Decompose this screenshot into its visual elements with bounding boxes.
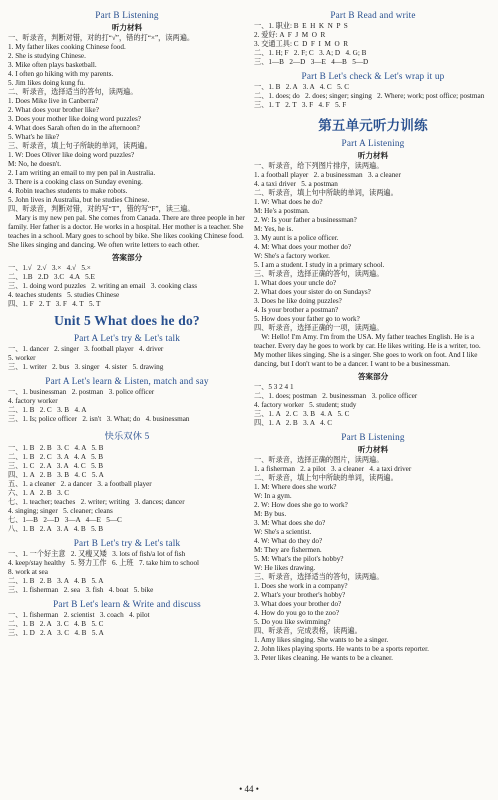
text-line: 5. worker — [8, 354, 36, 362]
section-heading: Part B Listening — [341, 432, 405, 442]
text-line: 3. My aunt is a police officer. — [254, 234, 339, 242]
section-heading: Part A Let's learn & Listen, match and say — [45, 376, 209, 386]
text-line: W: He likes drawing. — [254, 564, 316, 572]
text-line: 1. What does your uncle do? — [254, 279, 337, 287]
text-line: 2. I am writing an email to my pen pal in Australia. — [8, 169, 156, 177]
text-line: 二、听录音，填上句中所缺的单词，读两遍。 — [254, 474, 398, 482]
text-line: 七、1. teacher; teaches 2. writer; writing 3. dances; dancer — [8, 498, 185, 506]
text-line: 1. a fisherman 2. a pilot 3. a cleaner 4. a taxi driver — [254, 465, 412, 473]
text-line: 8. work at sea — [8, 568, 48, 576]
text-line: 五、1. a cleaner 2. a dancer 3. a football player — [8, 480, 152, 488]
text-line: W: She's a factory worker. — [254, 252, 330, 260]
text-line: M: No, he doesn't. — [8, 160, 62, 168]
text-line: 四、听录音，选择正确的一项，读两遍。 — [254, 324, 384, 332]
text-line: 一、1. dancer 2. singer 3. football player 4. driver — [8, 345, 164, 353]
text-line: 5. John lives in Australia, but he studies Chinese. — [8, 196, 150, 204]
text-line: 八、1. B 2. A 3. A 4. B 5. B — [8, 525, 104, 533]
section-heading: Part B Let's check & Let's wrap it up — [301, 71, 445, 81]
text-line: 4. M: What does your mother do? — [254, 243, 352, 251]
text-line: M: They are fishermen. — [254, 546, 322, 554]
text-line: 一、听录音，给下列图片排序，读两遍。 — [254, 162, 384, 170]
section-heading: Part B Let's try & Let's talk — [73, 538, 181, 548]
text-line: 二、听录音，选择适当的答句，读两遍。 — [8, 88, 138, 96]
text-line: 三、1. C 2. A 3. A 4. C 5. B — [8, 462, 104, 470]
text-line: 3. What does your brother do? — [254, 600, 342, 608]
subsection-label: 听力材料 — [357, 445, 389, 454]
text-line: 2. 爱好: A F J M O R — [254, 31, 326, 39]
text-line: 二、1. H; F 2. F; C 3. A; D 4. G; B — [254, 49, 367, 57]
text-line: 3. There is a cooking class on Sunday evening. — [8, 178, 143, 186]
text-line: 四、1. F 2. T 3. F 4. T 5. T — [8, 300, 101, 308]
subsection-label: 答案部分 — [111, 253, 143, 262]
text-line: W: Hello! I'm Amy. I'm from the USA. My father teaches English. He is a teacher. Every day he goes to work by car. He likes writing. He is a writer, too. My mother likes singing. She is a singer. She goes to work on foot. And I like dancing, but I don't want to be a dancer. I want to be a businessman. — [254, 333, 483, 368]
text-line: 一、1. B 2. B 3. C 4. A 5. B — [8, 444, 104, 452]
text-line: 4. W: What do they do? — [254, 537, 323, 545]
text-line: M: By bus. — [254, 510, 287, 518]
text-line: 1. M: Where does she work? — [254, 483, 337, 491]
text-line: 2. W: Is your father a businessman? — [254, 216, 357, 224]
text-line: 三、1. A 2. C 3. B 4. A 5. C — [254, 410, 350, 418]
text-line: 二、1. B 2. C 3. A 4. A 5. B — [8, 453, 104, 461]
text-line: 4. Is your brother a postman? — [254, 306, 339, 314]
text-line: 六、1. A 2. B 3. C — [8, 489, 70, 497]
text-line: 三、1. D 2. A 3. C 4. B 5. A — [8, 629, 104, 637]
section-heading: Part B Read and write — [330, 10, 416, 20]
text-line: 4. factory worker 5. student; study — [254, 401, 357, 409]
text-line: 1. Does she work in a company? — [254, 582, 348, 590]
text-line: 一、听录音，选择正确的图片，读两遍。 — [254, 456, 384, 464]
text-line: 四、1. A 2. B 3. B 4. C 5. A — [8, 471, 104, 479]
unit-title: Unit 5 What does he do? — [54, 313, 200, 328]
text-line: 3. Mike often plays basketball. — [8, 61, 97, 69]
text-line: 三、1. fisherman 2. sea 3. fish 4. boat 5. bike — [8, 586, 154, 594]
text-line: 3. Does your mother like doing word puzzles? — [8, 115, 141, 123]
text-line: 4. I often go hiking with my parents. — [8, 70, 114, 78]
text-line: 2. What does your brother like? — [8, 106, 99, 114]
text-line: 3. Does he like doing puzzles? — [254, 297, 342, 305]
text-line: 3. M: What does she do? — [254, 519, 326, 527]
text-line: M: Yes, he is. — [254, 225, 294, 233]
text-line: 四、听录音，判断对错，对的写“T”，错的写“F”，读三遍。 — [8, 205, 195, 213]
text-line: 4. a taxi driver 5. a postman — [254, 180, 338, 188]
text-line: 4. factory worker — [8, 397, 58, 405]
text-line: 一、听录音，判断对错，对的打“√”，错的打“×”，读两遍。 — [8, 34, 195, 42]
text-line: 5. What's he like? — [8, 133, 60, 141]
subsection-label: 听力材料 — [357, 151, 389, 160]
text-line: 二、1. B 2. B 3. A 4. B 5. A — [8, 577, 104, 585]
text-line: 2. She is studying Chinese. — [8, 52, 86, 60]
text-line: 二、1. B 2. A 3. C 4. B 5. C — [8, 620, 104, 628]
text-line: 二、1. B 2. C 3. B 4. A — [8, 406, 87, 414]
text-line: 四、听录音，完成表格，读两遍。 — [254, 627, 362, 635]
text-line: 二、1. does; postman 2. businessman 3. police officer — [254, 392, 418, 400]
text-line: 二、1. does; do 2. does; singer; singing 2. Where; work; post office; postman — [254, 92, 485, 100]
text-line: W: She's a scientist. — [254, 528, 312, 536]
text-line: 2. What's your brother's hobby? — [254, 591, 346, 599]
text-line: 4. teaches students 5. studies Chinese — [8, 291, 120, 299]
text-line: 5. Jim likes doing kung fu. — [8, 79, 85, 87]
text-line: 二、听录音，填上句中所缺的单词，读两遍。 — [254, 189, 398, 197]
text-line: 二、1.B 2.D 3.C 4.A 5.E — [8, 273, 95, 281]
text-line: 4. Robin teaches students to make robots. — [8, 187, 128, 195]
section-heading: 快乐双休 5 — [104, 431, 150, 441]
section-heading: Part B Listening — [95, 10, 159, 20]
section-heading: Part B Let's learn & Write and discuss — [53, 599, 201, 609]
text-line: 5. M: What's the pilot's hobby? — [254, 555, 344, 563]
text-line: 2. John likes playing sports. He wants to be a sports reporter. — [254, 645, 429, 653]
text-line: 1. My father likes cooking Chinese food. — [8, 43, 126, 51]
text-line: 5. Do you like swimming? — [254, 618, 331, 626]
section-heading: Part A Listening — [341, 138, 405, 148]
text-line: 一、5 3 2 4 1 — [254, 383, 294, 391]
text-line: 三、1. T 2. T 3. F 4. F 5. F — [254, 101, 347, 109]
text-line: 5. I am a student. I study in a primary school. — [254, 261, 385, 269]
text-line: 一、1. businessman 2. postman 3. police officer — [8, 388, 155, 396]
text-line: 2. W: How does she go to work? — [254, 501, 348, 509]
text-line: 5. How does your father go to work? — [254, 315, 360, 323]
right-column — [254, 6, 492, 663]
unit-title: 第五单元听力训练 — [318, 118, 428, 133]
text-line: 4. singing; singer 5. cleaner; cleans — [8, 507, 113, 515]
text-line: Mary is my new pen pal. She comes from Canada. There are three people in her family. Her father is a doctor. He works in a hospital. Her mother is a teacher. She teaches in a school. Mary goes to school by bike. She likes cooking Chinese food. She likes singing and dancing. We often write letters to each other. — [8, 214, 247, 249]
text-line: 4. How do you go to the zoo? — [254, 609, 340, 617]
text-line: 一、1. 一个好主意 2. 又瘦又矮 3. lots of fish/a lot of fish — [8, 550, 186, 558]
text-line: 七、1—B 2—D 3—A 4—E 5—C — [8, 516, 122, 524]
text-line: 1. Does Mike live in Canberra? — [8, 97, 99, 105]
text-line: 三、1—B 2—D 3—E 4—B 5—D — [254, 58, 369, 66]
text-line: 1. Amy likes singing. She wants to be a singer. — [254, 636, 389, 644]
text-line: 一、1. 职业: B E H K N P S — [254, 22, 348, 30]
text-line: 3. Peter likes cleaning. He wants to be a cleaner. — [254, 654, 393, 662]
text-line: M: He's a postman. — [254, 207, 310, 215]
text-line: 三、1. doing word puzzles 2. writing an email 3. cooking class — [8, 282, 198, 290]
text-line: 1. W: What does he do? — [254, 198, 323, 206]
text-line: 2. What does your sister do on Sundays? — [254, 288, 371, 296]
subsection-label: 听力材料 — [111, 23, 143, 32]
text-line: 1. W: Does Oliver like doing word puzzles? — [8, 151, 135, 159]
text-line: 一、1.√ 2.√ 3.× 4.√ 5.× — [8, 264, 91, 272]
text-line: 4. keep/stay healthy 5. 努力工作 6. 上班 7. take him to school — [8, 559, 200, 567]
text-line: 一、1. fisherman 2. scientist 3. coach 4. pilot — [8, 611, 150, 619]
text-line: 三、1. writer 2. bus 3. singer 4. sister 5. drawing — [8, 363, 164, 371]
text-line: 4. What does Sarah often do in the afternoon? — [8, 124, 140, 132]
page-number: • 44 • — [239, 784, 259, 794]
text-line: 四、1. A 2. B 3. A 4. C — [254, 419, 333, 427]
text-line: W: In a gym. — [254, 492, 292, 500]
text-line: 三、听录音，填上句子所缺的单词，读两遍。 — [8, 142, 152, 150]
text-line: 三、1. Is; police officer 2. isn't 3. What; do 4. businessman — [8, 415, 190, 423]
text-line: 一、1. B 2. A 3. A 4. C 5. C — [254, 83, 350, 91]
left-column — [8, 6, 246, 638]
text-line: 三、听录音，选择正确的答句，读两遍。 — [254, 270, 384, 278]
text-line: 三、听录音，选择适当的答句，读两遍。 — [254, 573, 384, 581]
subsection-label: 答案部分 — [357, 372, 389, 381]
text-line: 1. a football player 2. a businessman 3. a cleaner — [254, 171, 401, 179]
text-line: 3. 交通工具: C D F I M O R — [254, 40, 349, 48]
section-heading: Part A Let's try & Let's talk — [73, 333, 181, 343]
